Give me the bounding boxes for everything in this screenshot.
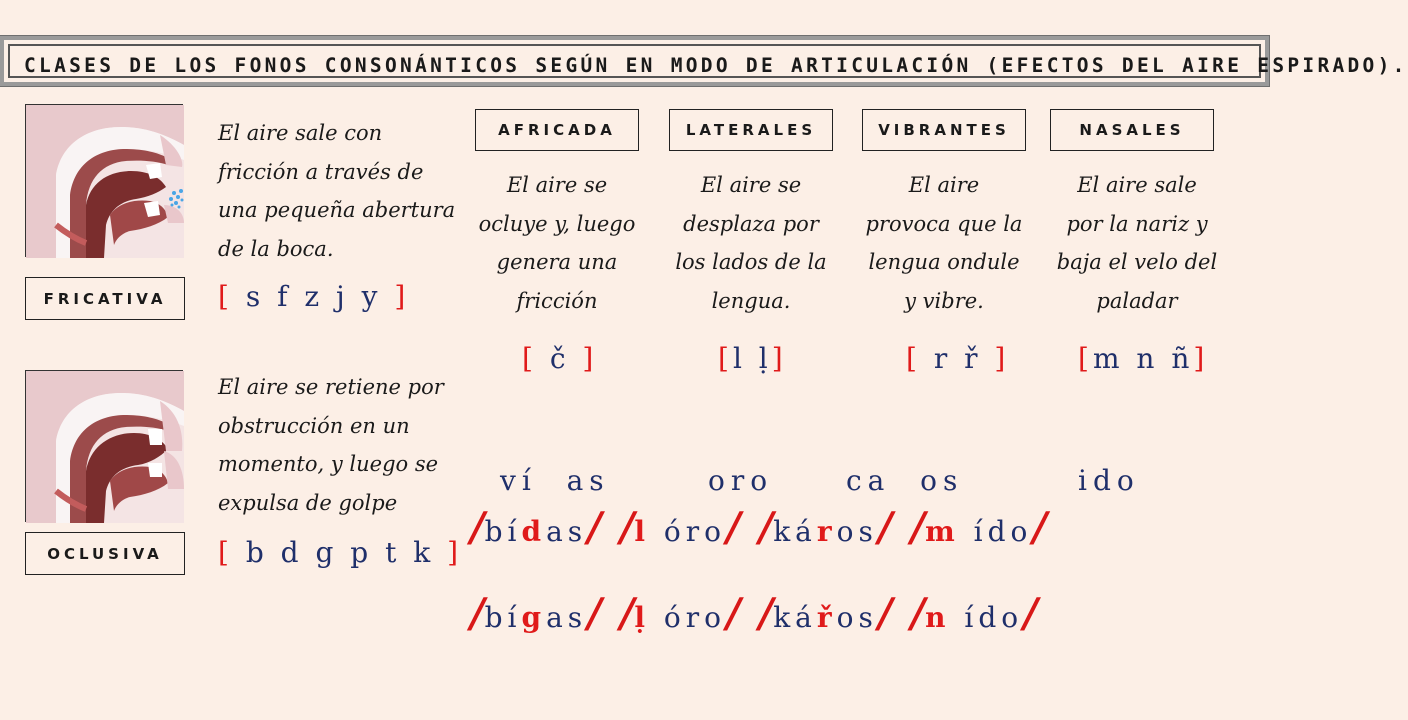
open-bracket: [ — [718, 342, 733, 375]
highlight-phoneme: l — [634, 515, 650, 548]
transcription-row-1 — [470, 504, 1047, 551]
africada-desc-line: El aire se — [506, 173, 608, 197]
slash: / — [619, 504, 635, 551]
highlight-phoneme: ḷ — [634, 601, 650, 634]
example-word-1: ví as — [500, 464, 610, 497]
open-bracket: [ — [1078, 342, 1093, 375]
highlight-phoneme: m — [925, 515, 960, 548]
fricativa-desc-line: fricción a través de — [218, 159, 424, 184]
oclusiva-desc-line: expulsa de golpe — [218, 490, 398, 515]
example-word-4: ido — [1078, 464, 1140, 497]
oclusiva-desc-line: momento, y luego se — [218, 452, 439, 476]
segment: óro — [650, 601, 726, 634]
nasales-desc-line: El aire sale — [1077, 173, 1197, 197]
slash: / — [587, 504, 602, 551]
fricativa-desc-line: de la boca. — [218, 236, 334, 261]
slash: / — [619, 590, 635, 637]
slash: / — [1032, 504, 1047, 551]
transcription-row-2 — [470, 590, 1038, 637]
slash: / — [910, 504, 926, 551]
vibrantes-desc-line: provoca que la — [865, 211, 1023, 236]
nasales-desc-line: paladar — [1096, 288, 1178, 313]
segment: ído — [959, 515, 1033, 548]
segment: as — [546, 601, 588, 634]
nasales-desc-line: baja el velo del — [1056, 250, 1218, 274]
slash: / — [470, 590, 485, 637]
slash: / — [758, 590, 774, 637]
fricativa-mouth-diagram — [25, 104, 183, 257]
phoneme-symbols: č — [536, 342, 583, 375]
africada-description — [472, 166, 642, 320]
laterales-desc-line: desplaza por — [683, 211, 819, 236]
africada-desc-line: ocluye y, luego — [478, 211, 636, 236]
open-bracket: [ — [218, 280, 233, 313]
segment: bí — [484, 601, 522, 634]
laterales-description — [666, 166, 836, 320]
fricativa-phonemes — [218, 280, 409, 313]
nasales-label: NASALES — [1050, 109, 1214, 151]
oclusiva-desc-line: El aire se retiene por — [218, 375, 444, 399]
slash: / — [470, 504, 485, 551]
oclusiva-desc-line: obstrucción en un — [218, 413, 410, 438]
open-bracket: [ — [522, 342, 537, 375]
phoneme-symbols: r ř — [920, 342, 995, 375]
segment: óro — [650, 515, 726, 548]
close-bracket: ] — [394, 280, 410, 313]
slash: / — [587, 590, 602, 637]
slash: / — [726, 504, 741, 551]
slash: / — [877, 590, 893, 637]
example-word-2: oro — [708, 464, 774, 497]
close-bracket: ] — [447, 536, 463, 569]
highlight-phoneme: r — [816, 515, 837, 548]
phoneme-symbols: m n ñ — [1092, 342, 1194, 375]
oclusiva-label: OCLUSIVA — [25, 532, 185, 575]
phoneme-symbols: b d g p t k — [232, 536, 448, 569]
vibrantes-phonemes — [906, 342, 1009, 375]
laterales-desc-line: lengua. — [711, 288, 791, 313]
laterales-desc-line: El aire se — [700, 173, 802, 197]
slash: / — [910, 590, 926, 637]
africada-desc-line: fricción — [516, 288, 598, 313]
slash: / — [758, 504, 774, 551]
segment: as — [546, 515, 588, 548]
open-bracket: [ — [218, 536, 233, 569]
highlight-phoneme: ř — [816, 601, 837, 634]
nasales-description — [1047, 166, 1227, 320]
phoneme-symbols: l ḷ — [732, 342, 772, 375]
vibrantes-label: VIBRANTES — [862, 109, 1026, 151]
laterales-desc-line: los lados de la — [675, 250, 827, 274]
laterales-phonemes — [718, 342, 787, 375]
highlight-phoneme: n — [925, 601, 951, 634]
phoneme-symbols: s f z j y — [232, 280, 395, 313]
page-title: CLASES DE LOS FONOS CONSONÁNTICOS SEGÚN EN MODO DE ARTICULACIÓN (EFECTOS DEL AIRE ESPIRADO). — [24, 54, 1408, 77]
slash: / — [877, 504, 893, 551]
example-word-3: ca os — [846, 464, 964, 497]
close-bracket: ] — [771, 342, 787, 375]
fricativa-desc-line: una pequeña abertura — [218, 198, 456, 222]
close-bracket: ] — [994, 342, 1010, 375]
oclusiva-mouth-diagram — [25, 370, 183, 522]
close-bracket: ] — [1193, 342, 1209, 375]
title-bar — [0, 36, 1408, 86]
fricativa-desc-line: El aire sale con — [218, 121, 383, 145]
laterales-label: LATERALES — [669, 109, 833, 151]
open-bracket: [ — [906, 342, 921, 375]
segment: os — [836, 601, 878, 634]
close-bracket: ] — [582, 342, 598, 375]
segment: os — [836, 515, 878, 548]
highlight-phoneme: d — [521, 515, 547, 548]
africada-label: AFRICADA — [475, 109, 639, 151]
oclusiva-mouth-illustration — [26, 371, 184, 523]
segment: bí — [484, 515, 522, 548]
oclusiva-description — [218, 368, 468, 522]
vibrantes-description — [859, 166, 1029, 320]
fricativa-label: FRICATIVA — [25, 277, 185, 320]
segment: ká — [773, 601, 817, 634]
nasales-phonemes — [1078, 342, 1208, 375]
vibrantes-desc-line: El aire — [908, 173, 980, 197]
africada-desc-line: genera una — [496, 250, 618, 274]
fricativa-mouth-illustration — [26, 105, 184, 258]
nasales-desc-line: por la nariz y — [1066, 211, 1208, 236]
highlight-phoneme: g — [521, 601, 547, 634]
segment: ká — [773, 515, 817, 548]
segment: ído — [950, 601, 1024, 634]
africada-phonemes — [522, 342, 597, 375]
vibrantes-desc-line: y vibre. — [904, 288, 984, 313]
vibrantes-desc-line: lengua ondule — [868, 250, 1020, 274]
slash: / — [726, 590, 741, 637]
fricativa-description — [218, 114, 458, 268]
slash: / — [1023, 590, 1038, 637]
oclusiva-phonemes — [218, 536, 462, 569]
